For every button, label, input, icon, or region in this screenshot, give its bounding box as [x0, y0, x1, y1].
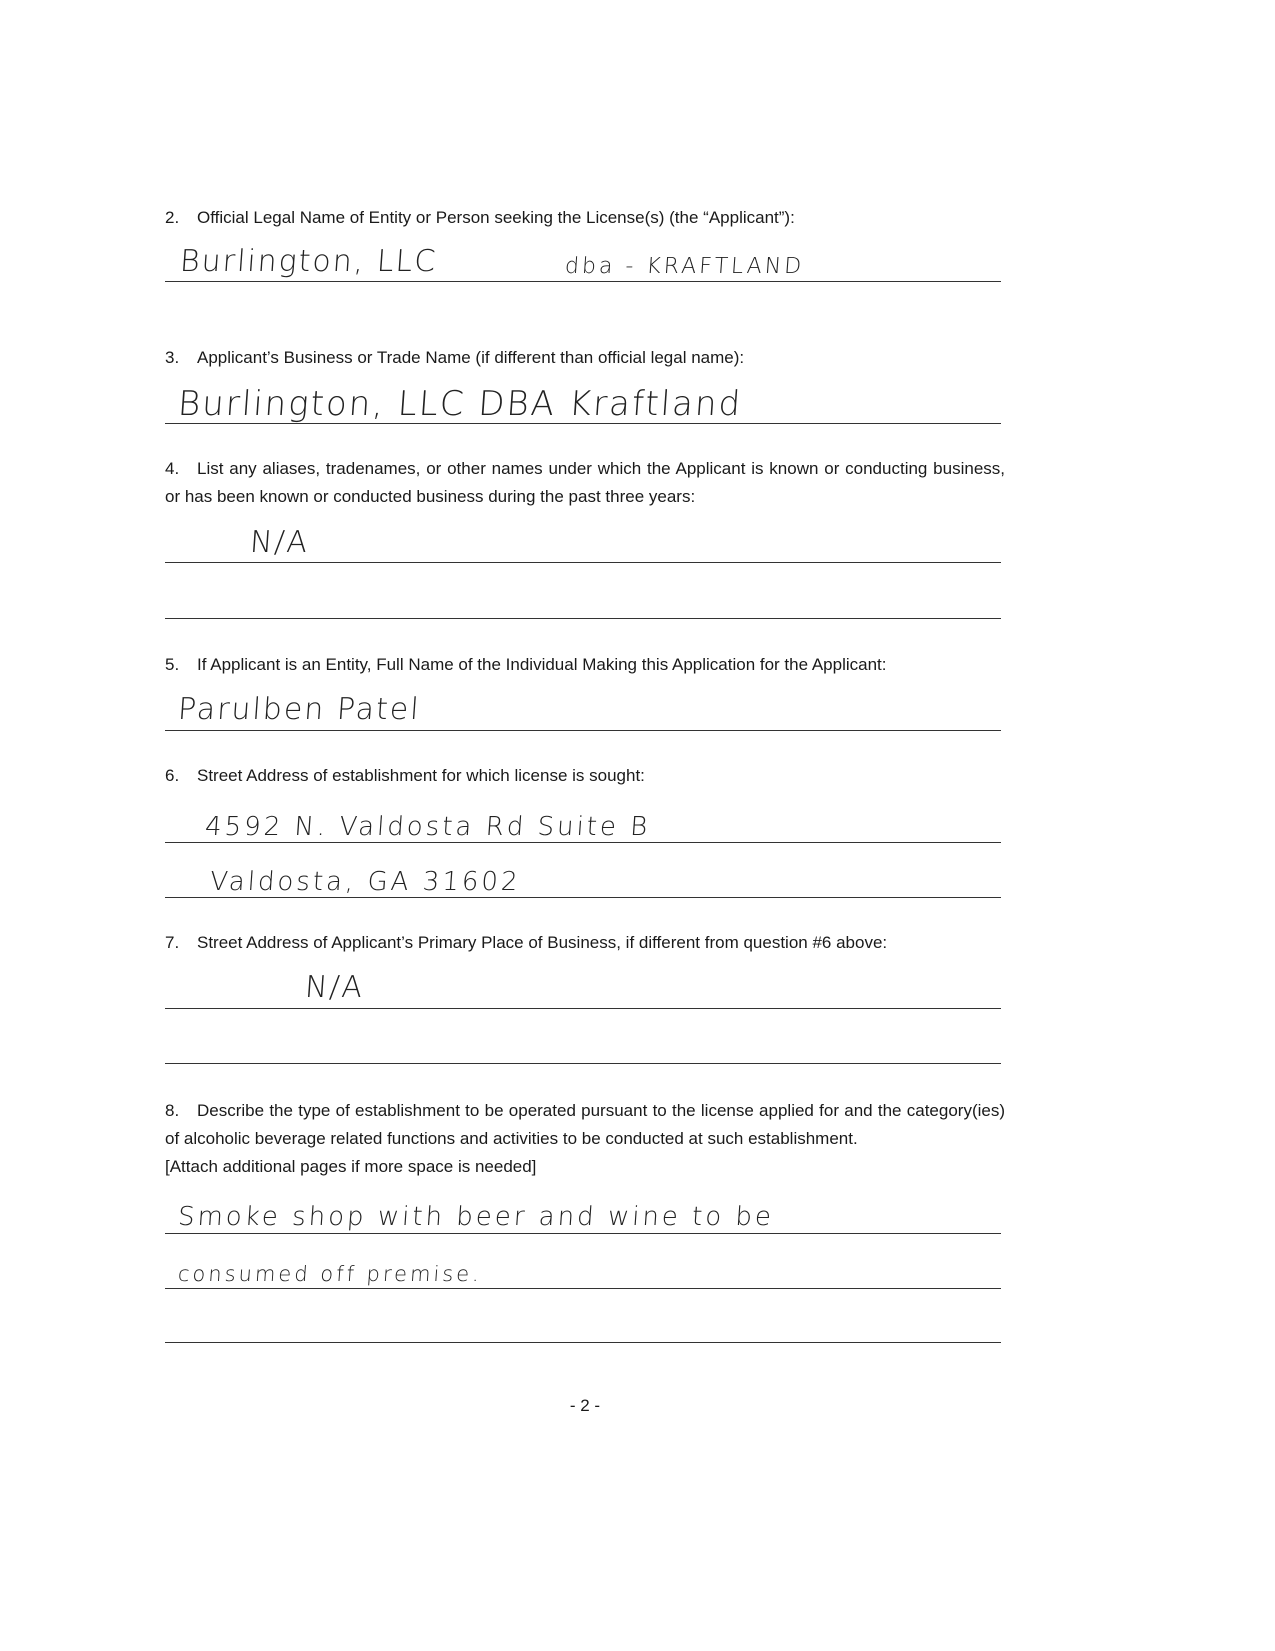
q3-answer-line [165, 423, 1001, 424]
q8-answer-rule-2 [165, 1288, 1001, 1289]
q7-answer[interactable]: N/A [303, 970, 366, 1005]
q4-answer-line-2 [165, 618, 1001, 619]
q7-answer-line-1 [165, 1008, 1001, 1009]
q7-answer-line-2 [165, 1063, 1001, 1064]
q5-answer-line [165, 730, 1001, 731]
q5-label: 5. If Applicant is an Entity, Full Name of the Individual Making this Application for the Applicant: [165, 655, 887, 674]
q6-label: 6. Street Address of establishment for which license is sought: [165, 766, 645, 785]
q2-label: 2. Official Legal Name of Entity or Person seeking the License(s) (the “Applicant”): [165, 208, 795, 227]
q2-answer-name[interactable]: Burlington, LLC [178, 244, 439, 279]
q4-label: 4. List any aliases, tradenames, or other names under which the Applicant is known or conducting business, or has been known or conducted business during the past three years: [165, 459, 1005, 506]
q2-answer-line [165, 281, 1001, 282]
q5-answer[interactable]: Parulben Patel [176, 692, 422, 727]
q8-answer-line-2[interactable]: consumed off premise. [177, 1262, 483, 1286]
q4-answer-line-1 [165, 562, 1001, 563]
q6-answer-line-1[interactable]: 4592 N. Valdosta Rd Suite B [203, 812, 652, 842]
q8-note: [Attach additional pages if more space is needed] [165, 1157, 537, 1176]
q2-answer-dba[interactable]: dba - KRAFTLAND [564, 254, 805, 279]
q6-answer-line-2[interactable]: Valdosta, GA 31602 [208, 867, 522, 897]
q6-address-line-1 [165, 842, 1001, 843]
q8-label: 8. Describe the type of establishment to be operated pursuant to the license applied for and the category(ies) of alcoholic beverage related functions and activities to be conducted at such establishment. [165, 1101, 1005, 1148]
q6-address-line-2 [165, 897, 1001, 898]
q8-answer-line-1[interactable]: Smoke shop with beer and wine to be [176, 1202, 776, 1232]
q4-answer[interactable]: N/A [248, 525, 311, 560]
q3-label: 3. Applicant’s Business or Trade Name (if different than official legal name): [165, 348, 745, 367]
q3-answer[interactable]: Burlington, LLC DBA Kraftland [176, 384, 744, 424]
page-number: - 2 - [569, 1396, 601, 1415]
q8-answer-rule-1 [165, 1233, 1001, 1234]
q7-label: 7. Street Address of Applicant’s Primary Place of Business, if different from question #6 above: [165, 933, 888, 952]
q8-answer-rule-3 [165, 1342, 1001, 1343]
